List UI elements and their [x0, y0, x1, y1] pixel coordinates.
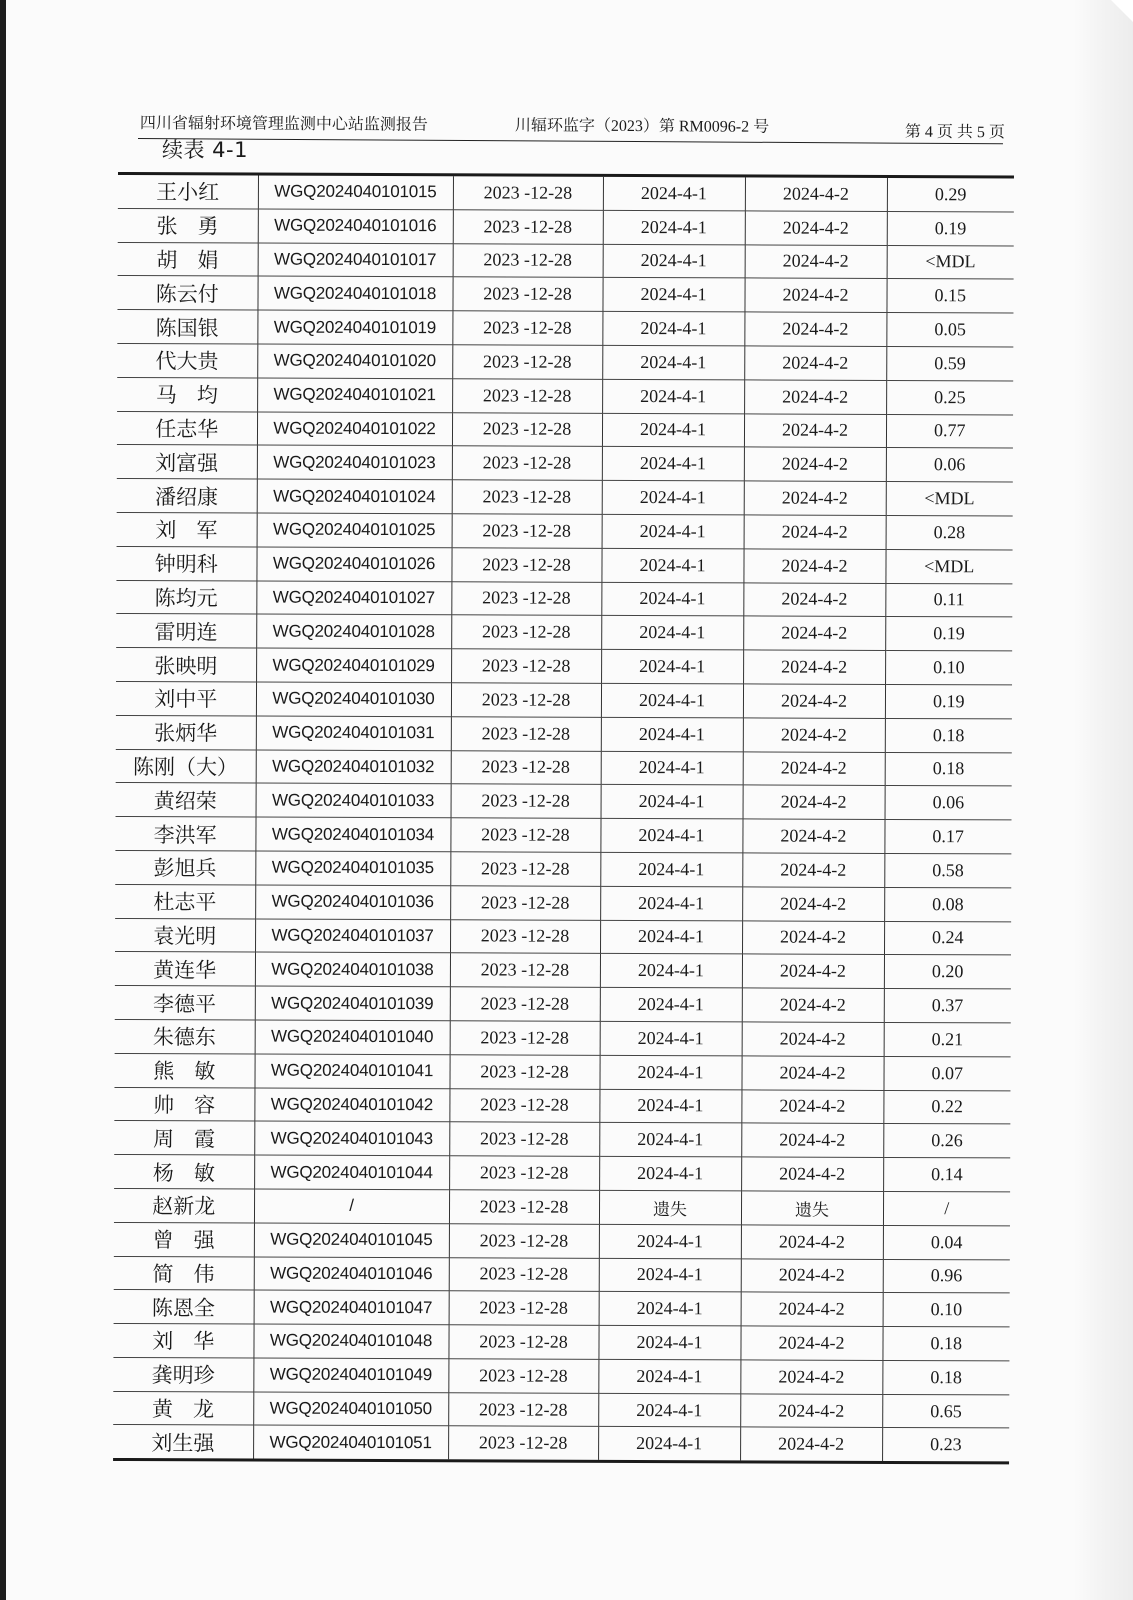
- table-row: [116, 715, 1012, 752]
- cell-date-collected: 2024-4-1: [600, 1021, 742, 1055]
- cell-dose-value: 0.29: [887, 178, 1014, 212]
- cell-dose-value: 0.65: [882, 1394, 1009, 1428]
- header-page-info: 第 4 页 共 5 页: [904, 123, 1005, 142]
- table-title: 续表 4-1: [162, 138, 248, 162]
- cell-name: 赵新龙: [114, 1188, 254, 1222]
- table-row: [115, 850, 1011, 887]
- cell-sample-id: WGQ2024040101021: [257, 378, 452, 413]
- table-row: [113, 1425, 1009, 1462]
- cell-date-issued: 2023 -12-28: [451, 683, 601, 717]
- cell-date-measured: 2024-4-2: [743, 751, 885, 785]
- table-row: [113, 1357, 1009, 1394]
- cell-date-collected: 2024-4-1: [599, 1055, 741, 1089]
- results-table-body: [113, 175, 1014, 1462]
- table-row: [114, 1121, 1010, 1158]
- cell-date-issued: 2023 -12-28: [452, 480, 602, 514]
- cell-sample-id: WGQ2024040101024: [257, 479, 452, 514]
- cell-sample-id: WGQ2024040101018: [257, 276, 452, 311]
- cell-date-collected: 2024-4-1: [602, 312, 744, 346]
- cell-name: 朱德东: [115, 1019, 255, 1053]
- table-row: [115, 817, 1011, 854]
- cell-sample-id: WGQ2024040101034: [255, 817, 450, 852]
- cell-sample-id: /: [254, 1189, 449, 1224]
- cell-sample-id: WGQ2024040101016: [258, 209, 453, 244]
- cell-sample-id: WGQ2024040101045: [254, 1223, 449, 1258]
- table-row: [116, 546, 1012, 583]
- cell-date-collected: 2024-4-1: [602, 481, 744, 515]
- cell-dose-value: 0.19: [887, 211, 1014, 245]
- cell-date-measured: 2024-4-2: [740, 1427, 882, 1461]
- cell-date-collected: 2024-4-1: [599, 1292, 741, 1326]
- cell-date-collected: 2024-4-1: [602, 379, 744, 413]
- cell-name: 张勇: [118, 208, 258, 242]
- cell-sample-id: WGQ2024040101020: [257, 344, 452, 379]
- cell-date-issued: 2023 -12-28: [453, 176, 603, 210]
- cell-date-measured: 2024-4-2: [743, 785, 885, 819]
- cell-date-collected: 2024-4-1: [600, 852, 742, 886]
- table-row: [117, 377, 1013, 414]
- cell-date-collected: 2024-4-1: [598, 1393, 740, 1427]
- cell-date-issued: 2023 -12-28: [448, 1426, 598, 1460]
- cell-name: 刘生强: [113, 1425, 253, 1459]
- cell-date-measured: 2024-4-2: [740, 1326, 882, 1360]
- cell-sample-id: WGQ2024040101029: [256, 648, 451, 683]
- cell-name: 陈刚（大）: [116, 749, 256, 783]
- cell-date-collected: 2024-4-1: [598, 1359, 740, 1393]
- cell-name: 任志华: [117, 411, 257, 445]
- table-row: [113, 1324, 1009, 1361]
- cell-date-collected: 2024-4-1: [600, 954, 742, 988]
- table-row: [114, 1053, 1010, 1090]
- cell-sample-id: WGQ2024040101035: [255, 851, 450, 886]
- cell-date-issued: 2023 -12-28: [450, 987, 600, 1021]
- cell-date-collected: 2024-4-1: [599, 1258, 741, 1292]
- cell-name: 陈均元: [116, 580, 256, 614]
- cell-name: 张映明: [116, 648, 256, 682]
- table-row: [117, 411, 1013, 448]
- cell-date-collected: 2024-4-1: [600, 818, 742, 852]
- table-row: [116, 749, 1012, 786]
- table-row: [114, 1155, 1010, 1192]
- cell-dose-value: 0.19: [885, 684, 1012, 718]
- cell-name: 黄绍荣: [116, 783, 256, 817]
- cell-sample-id: WGQ2024040101028: [256, 614, 451, 649]
- table-row: [117, 310, 1013, 347]
- table-row: [114, 1256, 1010, 1293]
- cell-date-collected: 2024-4-1: [601, 582, 743, 616]
- cell-date-measured: 2024-4-2: [742, 988, 884, 1022]
- cell-date-issued: 2023 -12-28: [449, 1257, 599, 1291]
- cell-name: 杨敏: [114, 1155, 254, 1189]
- results-table: [113, 175, 1014, 1462]
- cell-date-issued: 2023 -12-28: [450, 852, 600, 886]
- table-row: [116, 783, 1012, 820]
- cell-date-collected: 2024-4-1: [600, 987, 742, 1021]
- cell-name: 刘中平: [116, 681, 256, 715]
- cell-dose-value: 0.18: [885, 752, 1012, 786]
- cell-date-collected: 2024-4-1: [603, 210, 745, 244]
- cell-dose-value: 0.06: [886, 448, 1013, 482]
- cell-date-measured: 2024-4-2: [745, 177, 887, 211]
- cell-dose-value: /: [883, 1191, 1010, 1225]
- cell-date-measured: 2024-4-2: [743, 650, 885, 684]
- cell-name: 代大贵: [117, 343, 257, 377]
- cell-name: 潘绍康: [117, 479, 257, 513]
- cell-sample-id: WGQ2024040101019: [257, 310, 452, 345]
- cell-name: 马均: [117, 377, 257, 411]
- cell-sample-id: WGQ2024040101039: [255, 986, 450, 1021]
- cell-dose-value: <MDL: [886, 482, 1013, 516]
- table-row: [115, 1019, 1011, 1056]
- cell-name: 简伟: [114, 1256, 254, 1290]
- cell-dose-value: 0.04: [883, 1225, 1010, 1259]
- cell-date-issued: 2023 -12-28: [450, 818, 600, 852]
- cell-dose-value: 0.18: [885, 718, 1012, 752]
- cell-date-collected: 2024-4-1: [602, 447, 744, 481]
- table-row: [117, 276, 1013, 313]
- cell-name: 张炳华: [116, 715, 256, 749]
- cell-name: 曾强: [114, 1222, 254, 1256]
- cell-date-measured: 2024-4-2: [740, 1394, 882, 1428]
- cell-dose-value: <MDL: [887, 245, 1014, 279]
- cell-date-measured: 2024-4-2: [744, 312, 886, 346]
- cell-date-measured: 2024-4-2: [743, 582, 885, 616]
- cell-name: 刘华: [113, 1324, 253, 1358]
- cell-sample-id: WGQ2024040101042: [254, 1088, 449, 1123]
- table-row: [114, 1188, 1010, 1225]
- cell-name: 帅容: [114, 1087, 254, 1121]
- cell-date-collected: 2024-4-1: [602, 413, 744, 447]
- cell-sample-id: WGQ2024040101022: [257, 412, 452, 447]
- cell-dose-value: 0.25: [886, 380, 1013, 414]
- cell-date-measured: 2024-4-2: [742, 887, 884, 921]
- table-row: [117, 479, 1013, 516]
- cell-name: 刘军: [117, 512, 257, 546]
- cell-date-measured: 2024-4-2: [743, 616, 885, 650]
- cell-dose-value: 0.58: [884, 853, 1011, 887]
- cell-date-issued: 2023 -12-28: [448, 1325, 598, 1359]
- cell-date-measured: 2024-4-2: [744, 346, 886, 380]
- table-row: [117, 512, 1013, 549]
- cell-sample-id: WGQ2024040101027: [256, 581, 451, 616]
- cell-name: 龚明珍: [113, 1357, 253, 1391]
- cell-date-measured: 2024-4-2: [744, 278, 886, 312]
- cell-dose-value: 0.10: [885, 651, 1012, 685]
- cell-date-collected: 2024-4-1: [601, 785, 743, 819]
- cell-date-issued: 2023 -12-28: [448, 1392, 598, 1426]
- page-corner: [1111, 0, 1133, 22]
- cell-date-issued: 2023 -12-28: [452, 311, 602, 345]
- cell-date-issued: 2023 -12-28: [452, 345, 602, 379]
- cell-date-collected: 2024-4-1: [601, 683, 743, 717]
- table-row: [116, 614, 1012, 651]
- cell-dose-value: 0.18: [882, 1327, 1009, 1361]
- scan-left-edge: [0, 0, 6, 1600]
- cell-date-measured: 2024-4-2: [742, 954, 884, 988]
- cell-sample-id: WGQ2024040101026: [256, 547, 451, 582]
- cell-date-collected: 2024-4-1: [599, 1089, 741, 1123]
- table-row: [116, 681, 1012, 718]
- cell-date-measured: 2024-4-2: [742, 853, 884, 887]
- cell-date-collected: 2024-4-1: [599, 1224, 741, 1258]
- cell-date-issued: 2023 -12-28: [449, 1190, 599, 1224]
- cell-dose-value: 0.96: [883, 1259, 1010, 1293]
- cell-date-collected: 2024-4-1: [600, 886, 742, 920]
- cell-dose-value: 0.21: [884, 1022, 1011, 1056]
- cell-sample-id: WGQ2024040101050: [253, 1392, 448, 1427]
- cell-date-issued: 2023 -12-28: [451, 649, 601, 683]
- cell-date-issued: 2023 -12-28: [450, 886, 600, 920]
- cell-date-measured: 2024-4-2: [741, 1292, 883, 1326]
- cell-date-collected: 2024-4-1: [600, 920, 742, 954]
- cell-date-collected: 2024-4-1: [599, 1123, 741, 1157]
- table-row: [115, 884, 1011, 921]
- cell-dose-value: 0.19: [885, 617, 1012, 651]
- cell-date-measured: 遗失: [741, 1191, 883, 1225]
- cell-date-collected: 2024-4-1: [602, 345, 744, 379]
- cell-date-collected: 2024-4-1: [599, 1156, 741, 1190]
- cell-dose-value: 0.18: [882, 1360, 1009, 1394]
- cell-dose-value: <MDL: [885, 549, 1012, 583]
- cell-name: 钟明科: [116, 546, 256, 580]
- cell-date-measured: 2024-4-2: [742, 920, 884, 954]
- cell-date-measured: 2024-4-2: [743, 718, 885, 752]
- cell-sample-id: WGQ2024040101048: [253, 1324, 448, 1359]
- cell-dose-value: 0.10: [883, 1293, 1010, 1327]
- cell-dose-value: 0.28: [886, 515, 1013, 549]
- cell-date-measured: 2024-4-2: [742, 819, 884, 853]
- results-table-container: [113, 172, 1014, 1465]
- cell-date-measured: 2024-4-2: [741, 1089, 883, 1123]
- cell-dose-value: 0.07: [883, 1056, 1010, 1090]
- cell-sample-id: WGQ2024040101038: [255, 952, 450, 987]
- cell-date-measured: 2024-4-2: [744, 447, 886, 481]
- cell-date-collected: 2024-4-1: [603, 244, 745, 278]
- table-row: [114, 1087, 1010, 1124]
- cell-sample-id: WGQ2024040101040: [255, 1020, 450, 1055]
- table-row: [118, 242, 1014, 279]
- table-row: [116, 648, 1012, 685]
- cell-date-collected: 2024-4-1: [601, 548, 743, 582]
- cell-date-collected: 遗失: [599, 1190, 741, 1224]
- table-row: [115, 918, 1011, 955]
- cell-date-collected: 2024-4-1: [601, 616, 743, 650]
- cell-date-collected: 2024-4-1: [602, 514, 744, 548]
- cell-date-issued: 2023 -12-28: [452, 277, 602, 311]
- cell-name: 杜志平: [115, 884, 255, 918]
- cell-dose-value: 0.05: [886, 313, 1013, 347]
- cell-date-measured: 2024-4-2: [741, 1056, 883, 1090]
- cell-sample-id: WGQ2024040101037: [255, 919, 450, 954]
- cell-sample-id: WGQ2024040101031: [256, 716, 451, 751]
- cell-date-issued: 2023 -12-28: [450, 1021, 600, 1055]
- cell-sample-id: WGQ2024040101015: [258, 176, 453, 210]
- cell-date-issued: 2023 -12-28: [451, 784, 601, 818]
- cell-dose-value: 0.37: [884, 989, 1011, 1023]
- cell-date-collected: 2024-4-1: [601, 751, 743, 785]
- cell-date-issued: 2023 -12-28: [450, 953, 600, 987]
- cell-date-collected: 2024-4-1: [598, 1427, 740, 1461]
- header-organization: 四川省辐射环境管理监测中心站监测报告: [139, 114, 428, 134]
- cell-date-issued: 2023 -12-28: [451, 548, 601, 582]
- cell-name: 王小红: [118, 175, 258, 209]
- cell-date-collected: 2024-4-1: [603, 177, 745, 211]
- cell-dose-value: 0.23: [882, 1428, 1009, 1462]
- header-document-number: 川辐环监字（2023）第 RM0096-2 号: [514, 117, 770, 136]
- cell-date-measured: 2024-4-2: [740, 1360, 882, 1394]
- cell-name: 袁光明: [115, 918, 255, 952]
- cell-date-measured: 2024-4-2: [744, 481, 886, 515]
- cell-sample-id: WGQ2024040101036: [255, 885, 450, 920]
- cell-date-issued: 2023 -12-28: [449, 1223, 599, 1257]
- cell-name: 陈云付: [117, 276, 257, 310]
- cell-sample-id: WGQ2024040101043: [254, 1121, 449, 1156]
- cell-date-measured: 2024-4-2: [744, 380, 886, 414]
- cell-sample-id: WGQ2024040101044: [254, 1155, 449, 1190]
- cell-sample-id: WGQ2024040101049: [253, 1358, 448, 1393]
- cell-date-collected: 2024-4-1: [601, 650, 743, 684]
- cell-sample-id: WGQ2024040101047: [254, 1290, 449, 1325]
- cell-dose-value: 0.17: [884, 820, 1011, 854]
- cell-date-measured: 2024-4-2: [743, 549, 885, 583]
- cell-name: 陈恩全: [114, 1290, 254, 1324]
- cell-sample-id: WGQ2024040101051: [253, 1426, 448, 1460]
- cell-dose-value: 0.22: [883, 1090, 1010, 1124]
- cell-sample-id: WGQ2024040101023: [257, 445, 452, 480]
- cell-date-issued: 2023 -12-28: [451, 750, 601, 784]
- cell-dose-value: 0.26: [883, 1124, 1010, 1158]
- cell-name: 胡娟: [118, 242, 258, 276]
- cell-sample-id: WGQ2024040101025: [257, 513, 452, 548]
- cell-date-issued: 2023 -12-28: [449, 1156, 599, 1190]
- table-row: [114, 1222, 1010, 1259]
- cell-date-collected: 2024-4-1: [601, 717, 743, 751]
- cell-name: 黄连华: [115, 952, 255, 986]
- cell-date-measured: 2024-4-2: [743, 684, 885, 718]
- cell-name: 熊敏: [114, 1053, 254, 1087]
- table-row: [117, 445, 1013, 482]
- cell-dose-value: 0.11: [885, 583, 1012, 617]
- cell-name: 刘富强: [117, 445, 257, 479]
- cell-date-collected: 2024-4-1: [602, 278, 744, 312]
- scan-right-shadow: [1073, 0, 1133, 1600]
- table-row: [115, 986, 1011, 1023]
- table-row: [118, 208, 1014, 245]
- table-row: [114, 1290, 1010, 1327]
- cell-date-issued: 2023 -12-28: [450, 919, 600, 953]
- cell-date-issued: 2023 -12-28: [451, 717, 601, 751]
- cell-sample-id: WGQ2024040101046: [254, 1257, 449, 1292]
- cell-dose-value: 0.15: [886, 279, 1013, 313]
- table-row: [115, 952, 1011, 989]
- cell-date-measured: 2024-4-2: [741, 1123, 883, 1157]
- cell-name: 李洪军: [115, 817, 255, 851]
- table-row: [116, 580, 1012, 617]
- cell-date-issued: 2023 -12-28: [451, 581, 601, 615]
- cell-date-issued: 2023 -12-28: [448, 1359, 598, 1393]
- cell-dose-value: 0.77: [886, 414, 1013, 448]
- table-row: [118, 175, 1014, 212]
- cell-date-measured: 2024-4-2: [741, 1225, 883, 1259]
- cell-date-measured: 2024-4-2: [745, 245, 887, 279]
- cell-sample-id: WGQ2024040101032: [256, 750, 451, 785]
- cell-date-issued: 2023 -12-28: [449, 1122, 599, 1156]
- cell-sample-id: WGQ2024040101017: [258, 243, 453, 278]
- cell-date-issued: 2023 -12-28: [452, 379, 602, 413]
- cell-dose-value: 0.20: [884, 955, 1011, 989]
- cell-date-issued: 2023 -12-28: [449, 1088, 599, 1122]
- cell-date-issued: 2023 -12-28: [452, 446, 602, 480]
- cell-name: 周霞: [114, 1121, 254, 1155]
- cell-sample-id: WGQ2024040101030: [256, 682, 451, 717]
- table-row: [117, 343, 1013, 380]
- cell-dose-value: 0.24: [884, 921, 1011, 955]
- cell-sample-id: WGQ2024040101041: [254, 1054, 449, 1089]
- cell-date-measured: 2024-4-2: [744, 515, 886, 549]
- cell-dose-value: 0.06: [885, 786, 1012, 820]
- cell-sample-id: WGQ2024040101033: [256, 783, 451, 818]
- cell-date-issued: 2023 -12-28: [452, 412, 602, 446]
- cell-date-issued: 2023 -12-28: [452, 514, 602, 548]
- cell-date-issued: 2023 -12-28: [449, 1291, 599, 1325]
- cell-date-issued: 2023 -12-28: [453, 243, 603, 277]
- cell-date-measured: 2024-4-2: [742, 1022, 884, 1056]
- cell-name: 黄龙: [113, 1391, 253, 1425]
- cell-dose-value: 0.08: [884, 887, 1011, 921]
- cell-date-measured: 2024-4-2: [744, 413, 886, 447]
- cell-name: 李德平: [115, 986, 255, 1020]
- cell-date-collected: 2024-4-1: [598, 1325, 740, 1359]
- cell-name: 雷明连: [116, 614, 256, 648]
- cell-date-measured: 2024-4-2: [741, 1157, 883, 1191]
- cell-date-issued: 2023 -12-28: [449, 1054, 599, 1088]
- cell-dose-value: 0.14: [883, 1158, 1010, 1192]
- table-row: [113, 1391, 1009, 1428]
- cell-date-issued: 2023 -12-28: [453, 210, 603, 244]
- cell-date-issued: 2023 -12-28: [451, 615, 601, 649]
- cell-name: 陈国银: [117, 310, 257, 344]
- cell-date-measured: 2024-4-2: [741, 1258, 883, 1292]
- cell-date-measured: 2024-4-2: [745, 211, 887, 245]
- cell-name: 彭旭兵: [115, 850, 255, 884]
- cell-dose-value: 0.59: [886, 346, 1013, 380]
